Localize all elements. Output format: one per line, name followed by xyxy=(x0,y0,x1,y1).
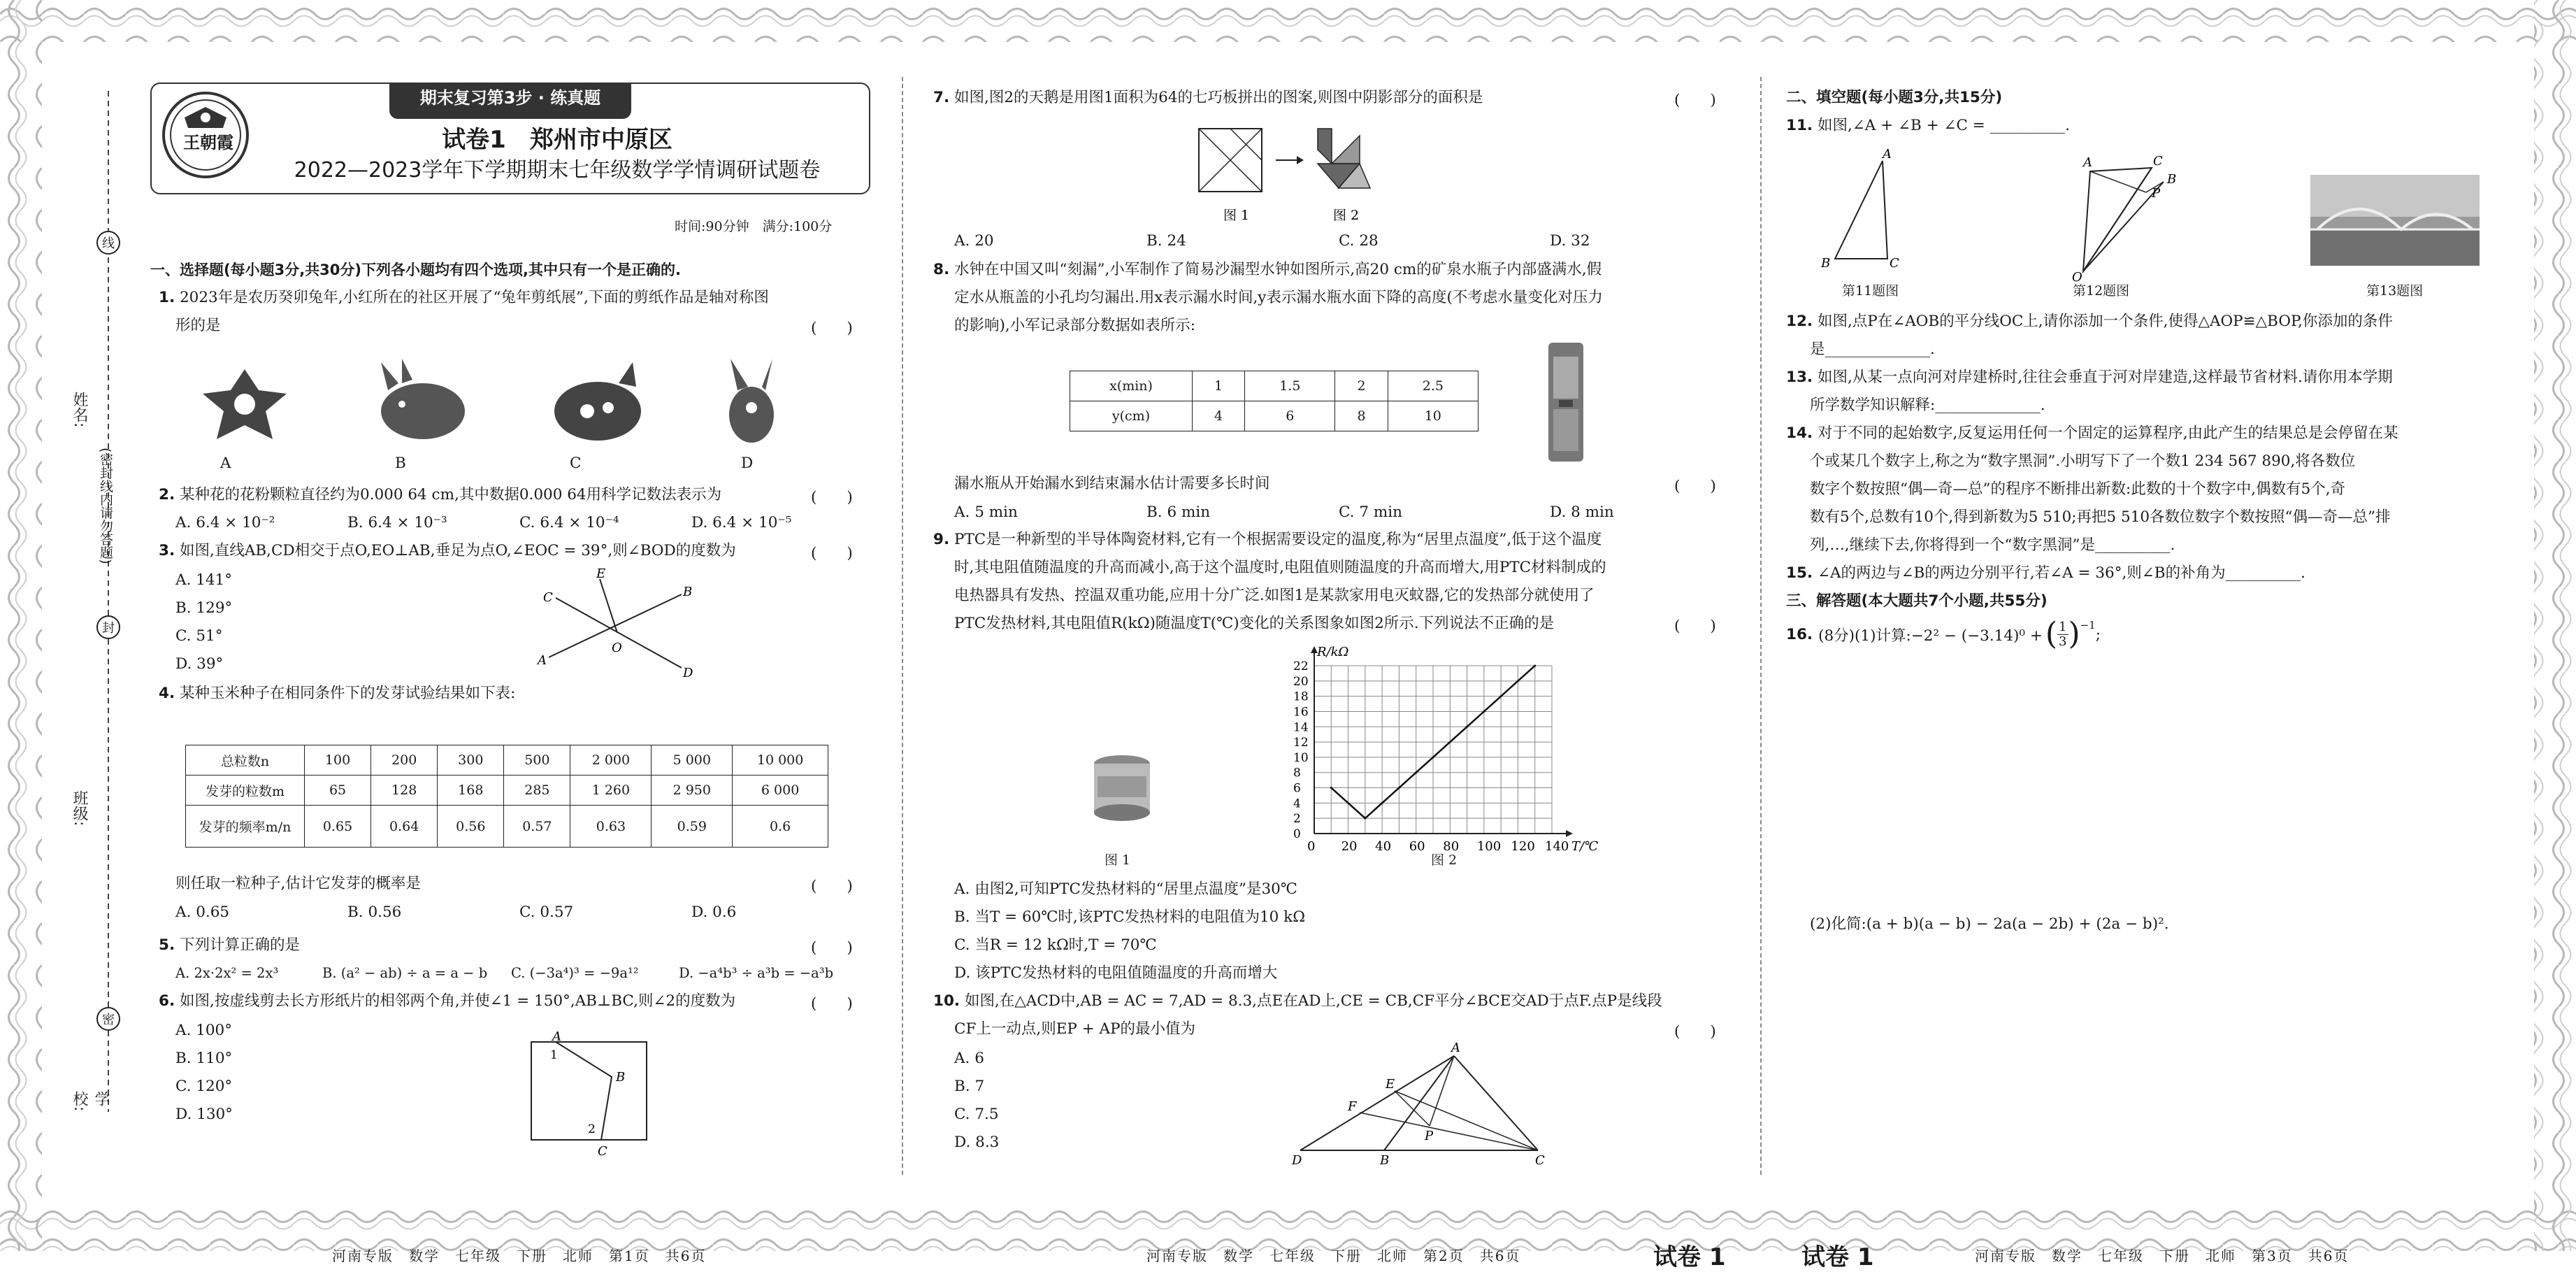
q14-line1: 对于不同的起始数字,反复运用任何一个固定的运算程序,由此产生的结果总是会停留在某 xyxy=(1817,424,2398,442)
q15-number: 15. xyxy=(1786,564,1813,582)
q9-fig2-caption: 图 2 xyxy=(1431,852,1458,868)
q15-stem: ∠A的两边与∠B的两边分别平行,若∠A = 36°,则∠B的补角为__________. xyxy=(1817,564,2305,582)
q8-cell: 1.5 xyxy=(1245,371,1335,401)
y-tick-label: 16 xyxy=(1293,705,1309,720)
q4-header-total: 总粒数n xyxy=(186,745,305,776)
paper-label-right: 试卷 1 xyxy=(1653,1243,1726,1271)
q8-cell: 4 xyxy=(1193,401,1245,431)
q4-cell: 10 000 xyxy=(733,745,828,776)
q4-cell: 65 xyxy=(305,776,371,806)
binding-mark-seal: 封 xyxy=(96,615,120,639)
q12-label-c: C xyxy=(2153,154,2163,169)
q10-label-p: P xyxy=(1425,1129,1434,1143)
q6-option-a[interactable]: A. 100° xyxy=(175,1022,232,1039)
q11-caption: 第11题图 xyxy=(1842,283,1899,299)
q6-label-c: C xyxy=(598,1144,607,1159)
x-axis-arrow xyxy=(1566,830,1573,837)
data-point xyxy=(1347,802,1349,804)
q7-text xyxy=(933,84,1483,112)
q6-option-d[interactable]: D. 130° xyxy=(175,1106,233,1123)
q4-answer-bracket[interactable]: ( ) xyxy=(811,878,853,895)
q9-text xyxy=(933,526,1602,554)
q10-line2: CF上一动点,则EP + AP的最小值为 xyxy=(954,1020,1196,1038)
table-row xyxy=(186,776,828,806)
q3-answer-bracket[interactable]: ( ) xyxy=(811,545,853,562)
q1-label-c[interactable]: C xyxy=(570,455,582,472)
q16-part2: (2)化简:(a + b)(a − b) − 2a(a − 2b) + (2a − b)². xyxy=(1810,915,2169,933)
data-point xyxy=(1500,695,1502,697)
q8-cell: 8 xyxy=(1335,401,1388,431)
q5-option-c[interactable]: C. (−3a⁴)³ = −9a¹² xyxy=(511,965,639,981)
mosquito-killer-image xyxy=(1084,748,1160,846)
q11-text xyxy=(1786,112,2070,140)
q10-line1: 如图,在△ACD中,AB = AC = 7,AD = 8.3,点E在AD上,CE = CB,CF平分∠BCE交AD于点F.点P是线段 xyxy=(964,992,1662,1010)
q14-line3: 数字个数按照“偶—奇—总”的程序不断排出新数:此数的十个数字中,偶数有5个,奇 xyxy=(1810,480,2346,498)
q13-number: 13. xyxy=(1786,369,1813,386)
q8-cell: 2.5 xyxy=(1388,371,1478,401)
q1-papercuts xyxy=(185,355,786,446)
q3-option-b[interactable]: B. 129° xyxy=(175,599,233,617)
q10-label-c: C xyxy=(1535,1153,1545,1168)
q11-figure xyxy=(1814,147,1926,273)
q9-option-b[interactable]: B. 当T = 60℃时,该PTC发热材料的电阻值为10 kΩ xyxy=(954,908,1306,926)
title-box xyxy=(150,83,870,194)
q7-fig1-caption: 图 1 xyxy=(1223,208,1250,223)
q14-number: 14. xyxy=(1786,424,1813,442)
q9-option-c[interactable]: C. 当R = 12 kΩ时,T = 70℃ xyxy=(954,936,1157,954)
q8-x-header: x(min) xyxy=(1070,371,1193,401)
q8-line3: 的影响),小军记录部分数据如表所示: xyxy=(954,317,1195,334)
q8-y-header: y(cm) xyxy=(1070,401,1193,431)
q1-line1: 2023年是农历癸卯兔年,小红所在的社区开展了“兔年剪纸展”,下面的剪纸作品是轴对称图 xyxy=(179,289,769,306)
q4-cell: 0.57 xyxy=(504,806,570,848)
q4-option-d[interactable]: D. 0.6 xyxy=(691,903,737,921)
data-point xyxy=(1364,817,1366,820)
q4-number: 4. xyxy=(159,685,175,702)
table-row xyxy=(186,806,828,848)
q5-options xyxy=(175,965,833,981)
q11-label-a: A xyxy=(1883,147,1892,162)
q12-line2: 是______________. xyxy=(1810,341,1935,358)
q10-label-f: F xyxy=(1348,1099,1357,1114)
page-2 xyxy=(933,77,1737,1271)
banner: 期末复习第3步 · 练真题 xyxy=(389,83,632,119)
q6-label-2: 2 xyxy=(588,1122,596,1136)
q5-number: 5. xyxy=(159,936,175,954)
paper-title: 试卷1 郑州市中原区 xyxy=(442,126,672,154)
q4-table xyxy=(185,745,828,848)
q16-frac-den: 3 xyxy=(2059,634,2067,649)
q4-option-c[interactable]: C. 0.57 xyxy=(519,903,574,921)
q6-figure xyxy=(514,1029,682,1159)
x-tick-label: 0 xyxy=(1307,839,1316,854)
q4-cell: 100 xyxy=(305,745,371,776)
q2-options xyxy=(175,514,791,531)
y-tick-label: 20 xyxy=(1293,674,1309,689)
q4-cell: 0.56 xyxy=(438,806,504,848)
q1-label-a[interactable]: A xyxy=(220,455,231,472)
q4-cell: 6 000 xyxy=(733,776,828,806)
q4-option-b[interactable]: B. 0.56 xyxy=(347,903,402,921)
q6-option-c[interactable]: C. 120° xyxy=(175,1078,233,1095)
name-label: 姓名: xyxy=(71,392,88,428)
q4-cell: 2 000 xyxy=(570,745,652,776)
section-3-heading: 三、解答题(本大题共7个小题,共55分) xyxy=(1786,592,2048,610)
q16-right-paren: ) xyxy=(2068,616,2080,652)
y-tick-label: 6 xyxy=(1293,781,1301,796)
q9-line2: 时,其电阻值随温度的升高而减小,高于这个温度时,电阻值则随温度的升高而增大,用PTC材料制成的 xyxy=(954,559,1606,576)
q12-label-b: B xyxy=(2167,172,2177,187)
q8-option-a[interactable]: A. 5 min xyxy=(954,503,1018,521)
q9-line3: 电热器具有发热、控温双重功能,应用十分广泛.如图1是某款家用电灭蚊器,它的发热部分就使用了 xyxy=(954,587,1595,604)
q7-option-d[interactable]: D. 32 xyxy=(1550,232,1590,250)
q3-option-d[interactable]: D. 39° xyxy=(175,655,224,673)
q5-option-b[interactable]: B. (a² − ab) ÷ a = a − b xyxy=(322,965,488,981)
q5-answer-bracket[interactable]: ( ) xyxy=(811,939,853,957)
page-3 xyxy=(1786,77,2485,1271)
page-2-footer: 河南专版 数学 七年级 下册 北师 第2页 共6页 xyxy=(1146,1248,1521,1264)
y-tick-label: 8 xyxy=(1293,766,1301,780)
q5-stem: 下列计算正确的是 xyxy=(179,936,300,954)
q9-fig1-caption: 图 1 xyxy=(1104,852,1131,868)
water-clock-image xyxy=(1545,343,1587,462)
q4-option-a[interactable]: A. 0.65 xyxy=(175,903,230,921)
q9-line1: PTC是一种新型的半导体陶瓷材料,它有一个根据需要设定的温度,称为“居里点温度”,低于这个温度 xyxy=(954,531,1602,548)
q15-text xyxy=(1786,559,2305,587)
q11-label-b: B xyxy=(1821,256,1831,271)
q3-label-c: C xyxy=(543,590,553,605)
q13-line1: 如图,从某一点向河对岸建桥时,往往会垂直于河对岸建造,这样最节省材料.请你用本学期 xyxy=(1817,369,2393,386)
q8-options xyxy=(954,503,1614,521)
q8-answer-bracket[interactable]: ( ) xyxy=(1674,478,1716,495)
q5-text xyxy=(159,931,300,959)
data-point xyxy=(1534,665,1536,667)
q1-label-b[interactable]: B xyxy=(395,455,406,472)
x-tick-label: 20 xyxy=(1341,839,1358,854)
q8-table xyxy=(1070,371,1478,431)
q6-stem: 如图,按虚线剪去长方形纸片的相邻两个角,并使∠1 = 150°,AB⊥BC,则∠2的度数为 xyxy=(179,992,736,1010)
q10-answer-bracket[interactable]: ( ) xyxy=(1674,1023,1716,1041)
q12-text xyxy=(1786,308,2393,336)
q6-label-1: 1 xyxy=(550,1048,558,1062)
q16-exponent: −1 xyxy=(2080,619,2096,631)
y-tick-label: 18 xyxy=(1293,689,1309,704)
q10-number: 10. xyxy=(933,992,960,1010)
q3-figure xyxy=(535,566,703,678)
logo-text: 王朝霞 xyxy=(183,132,233,152)
q4-cell: 2 950 xyxy=(652,776,733,806)
y-axis-label: R/kΩ xyxy=(1317,645,1349,659)
x-axis-label: T/℃ xyxy=(1571,839,1599,854)
q2-stem: 某种花的花粉颗粒直径约为0.000 64 cm,其中数据0.000 64用科学记数法表示为 xyxy=(179,486,722,503)
q4-cell: 0.6 xyxy=(733,806,828,848)
x-tick-label: 80 xyxy=(1443,839,1460,854)
q4-header-sprouted: 发芽的粒数m xyxy=(186,776,305,806)
q2-number: 2. xyxy=(159,486,175,503)
q7-options xyxy=(954,232,1590,250)
q13-bridge-photo xyxy=(2310,175,2480,266)
time-info: 时间:90分钟 满分:100分 xyxy=(675,219,833,234)
q8-followup: 漏水瓶从开始漏水到结束漏水估计需要多长时间 xyxy=(954,475,1270,492)
papercut-d xyxy=(729,359,774,443)
y-tick-label: 12 xyxy=(1293,736,1309,750)
q12-line1: 如图,点P在∠AOB的平分线OC上,请你添加一个条件,使得△AOP≌△BOP,你添加的条件 xyxy=(1817,313,2393,330)
q11-stem: 如图,∠A + ∠B + ∠C = __________. xyxy=(1817,117,2070,134)
q4-cell: 0.59 xyxy=(652,806,733,848)
binding-mark-secret: 密 xyxy=(96,1007,120,1031)
q14-line4: 数有5个,总数有10个,得到新数为5 510;再把5 510各数位数字个数按照“偶—奇—总”排 xyxy=(1810,508,2391,526)
q16-part1-pre: (8分)(1)计算:−2² − (−3.14)⁰ + xyxy=(1818,627,2043,645)
q1-line2: 形的是 xyxy=(175,317,221,334)
q1-label-d[interactable]: D xyxy=(741,455,754,472)
q2-option-b[interactable]: B. 6.4 × 10⁻³ xyxy=(347,514,447,531)
q14-line2: 个或某几个数字上,称之为“数字黑洞”.小明写下了一个数1 234 567 890,将各数位 xyxy=(1810,452,2356,470)
q8-cell: 2 xyxy=(1335,371,1388,401)
q7-answer-bracket[interactable]: ( ) xyxy=(1674,92,1716,109)
y-tick-label: 0 xyxy=(1293,827,1301,841)
q10-label-d: D xyxy=(1292,1153,1302,1168)
section-2-heading: 二、填空题(每小题3分,共15分) xyxy=(1786,89,2003,106)
q10-figure xyxy=(1286,1042,1559,1168)
x-tick-label: 140 xyxy=(1545,839,1569,854)
q2-option-d[interactable]: D. 6.4 × 10⁻⁵ xyxy=(691,514,792,531)
q10-option-d[interactable]: D. 8.3 xyxy=(954,1134,1000,1151)
q6-text xyxy=(159,987,735,1015)
q16-frac-num: 1 xyxy=(2059,619,2067,634)
seal-notice: (密封线内请勿答题) xyxy=(98,448,113,564)
x-tick-label: 100 xyxy=(1476,839,1502,854)
data-point xyxy=(1483,710,1485,713)
q4-cell: 128 xyxy=(371,776,438,806)
q3-option-c[interactable]: C. 51° xyxy=(175,627,223,645)
q5-option-a[interactable]: A. 2x·2x² = 2x³ xyxy=(175,965,279,981)
ptc-resistance-chart xyxy=(1276,643,1625,867)
q16-left-paren: ( xyxy=(2045,616,2058,652)
q4-cell: 285 xyxy=(504,776,570,806)
table-row xyxy=(1070,401,1478,431)
q10-text xyxy=(933,987,1662,1015)
q12-label-a: A xyxy=(2083,155,2092,170)
q1-text xyxy=(159,284,769,312)
q6-option-b[interactable]: B. 110° xyxy=(175,1050,233,1067)
page-divider xyxy=(1760,77,1762,1175)
q12-figure xyxy=(2069,154,2181,285)
y-tick-label: 2 xyxy=(1293,812,1301,827)
q9-number: 9. xyxy=(933,531,950,548)
data-point xyxy=(1415,771,1417,773)
q12-caption: 第12题图 xyxy=(2073,283,2130,299)
q4-cell: 300 xyxy=(438,745,504,776)
q7-option-b[interactable]: B. 24 xyxy=(1146,232,1186,250)
q6-label-b: B xyxy=(616,1070,626,1085)
q4-cell: 0.64 xyxy=(371,806,438,848)
paper-label-left: 试卷 1 xyxy=(1801,1243,1874,1271)
q2-option-a[interactable]: A. 6.4 × 10⁻² xyxy=(175,514,275,531)
x-tick-label: 60 xyxy=(1409,839,1425,854)
q8-option-b[interactable]: B. 6 min xyxy=(1146,503,1211,521)
q6-label-a: A xyxy=(552,1029,561,1044)
q4-cell: 0.63 xyxy=(570,806,652,848)
q9-option-d[interactable]: D. 该PTC发热材料的电阻值随温度的升高而增大 xyxy=(954,964,1278,982)
q11-label-c: C xyxy=(1890,256,1899,271)
y-tick-label: 14 xyxy=(1293,720,1309,735)
q1-number: 1. xyxy=(159,289,175,306)
q3-text xyxy=(159,537,736,565)
q8-number: 8. xyxy=(933,261,950,278)
data-point xyxy=(1330,787,1332,789)
q3-label-e: E xyxy=(596,566,606,581)
q7-option-c[interactable]: C. 28 xyxy=(1339,232,1379,250)
q10-label-e: E xyxy=(1386,1077,1395,1092)
q10-option-c[interactable]: C. 7.5 xyxy=(954,1106,999,1123)
q3-number: 3. xyxy=(159,542,175,559)
page-3-footer: 河南专版 数学 七年级 下册 北师 第3页 共6页 xyxy=(1975,1248,2350,1264)
q13-text xyxy=(1786,364,2393,392)
q4-cell: 0.65 xyxy=(305,806,371,848)
q12-label-o: O xyxy=(2072,270,2082,285)
q3-label-b: B xyxy=(683,585,693,599)
q8-cell: 1 xyxy=(1193,371,1245,401)
papercut-c xyxy=(554,362,641,441)
q3-option-a[interactable]: A. 141° xyxy=(175,571,232,589)
data-point xyxy=(1517,680,1519,682)
school-label: 学校: xyxy=(71,1091,110,1112)
data-point xyxy=(1466,726,1468,728)
data-point xyxy=(1398,787,1400,789)
binding-mark-line: 线 xyxy=(96,231,120,255)
q3-stem: 如图,直线AB,CD相交于点O,EO⊥AB,垂足为点O,∠EOC = 39°,则∠BOD的度数为 xyxy=(179,542,736,559)
q4-cell: 1 260 xyxy=(570,776,652,806)
tangram-swan xyxy=(1318,129,1370,188)
q4-cell: 168 xyxy=(438,776,504,806)
q16-part1-post: ; xyxy=(2095,625,2101,643)
q6-answer-bracket[interactable]: ( ) xyxy=(811,995,853,1013)
q8-option-c[interactable]: C. 7 min xyxy=(1339,503,1402,521)
page-1 xyxy=(143,77,881,1264)
q10-option-a[interactable]: A. 6 xyxy=(954,1050,984,1067)
q3-label-d: D xyxy=(683,666,693,680)
q10-label-a: A xyxy=(1451,1041,1460,1055)
q2-option-c[interactable]: C. 6.4 × 10⁻⁴ xyxy=(519,514,619,531)
q7-fig2-caption: 图 2 xyxy=(1333,208,1360,223)
q14-text xyxy=(1786,420,2398,448)
page-divider xyxy=(902,77,903,1175)
q4-followup: 则任取一粒种子,估计它发芽的概率是 xyxy=(175,875,421,892)
q8-text xyxy=(933,256,1602,284)
table-row xyxy=(186,745,828,776)
q4-options xyxy=(175,903,736,921)
page-1-footer: 河南专版 数学 七年级 下册 北师 第1页 共6页 xyxy=(332,1248,707,1264)
q8-line2: 定水从瓶盖的小孔均匀漏出.用x表示漏水时间,y表示漏水瓶水面下降的高度(不考虑水量变化对压力 xyxy=(954,289,1603,306)
q9-line4: PTC发热材料,其电阻值R(kΩ)随温度T(℃)变化的关系图象如图2所示.下列说法不正确的是 xyxy=(954,615,1555,632)
x-tick-label: 120 xyxy=(1511,839,1535,854)
q11-number: 11. xyxy=(1786,117,1813,134)
q4-text xyxy=(159,680,515,708)
q13-caption: 第13题图 xyxy=(2366,283,2424,299)
q2-text xyxy=(159,481,721,509)
y-tick-label: 22 xyxy=(1293,659,1309,673)
data-point xyxy=(1432,756,1434,758)
arrow-right-icon xyxy=(1276,156,1304,164)
q12-label-p: P xyxy=(2152,186,2161,201)
q7-option-a[interactable]: A. 20 xyxy=(954,232,994,250)
papercut-b xyxy=(381,359,465,439)
q4-cell: 500 xyxy=(504,745,570,776)
q10-option-b[interactable]: B. 7 xyxy=(954,1078,985,1095)
q3-label-a: A xyxy=(538,653,547,668)
x-tick-label: 40 xyxy=(1375,839,1392,854)
q9-answer-bracket[interactable]: ( ) xyxy=(1674,617,1716,635)
data-point xyxy=(1381,802,1383,804)
q16-number: 16. xyxy=(1786,625,1813,643)
q9-option-a[interactable]: A. 由图2,可知PTC发热材料的“居里点温度”是30℃ xyxy=(954,880,1297,898)
class-label: 班级: xyxy=(71,790,88,827)
exam-title: 2022—2023学年下学期期末七年级数学学情调研试题卷 xyxy=(294,158,821,183)
y-tick-label: 10 xyxy=(1293,750,1309,765)
q1-option-labels xyxy=(220,455,753,472)
q7-stem: 如图,图2的天鹅是用图1面积为64的七巧板拼出的图案,则图中阴影部分的面积是 xyxy=(954,89,1483,106)
q10-label-b: B xyxy=(1380,1153,1390,1168)
q4-stem: 某种玉米种子在相同条件下的发芽试验结果如下表: xyxy=(179,685,516,702)
q6-number: 6. xyxy=(159,992,175,1010)
q2-answer-bracket[interactable]: ( ) xyxy=(811,489,853,506)
y-tick-label: 4 xyxy=(1293,796,1301,811)
binding-strip xyxy=(56,91,119,1112)
q8-line1: 水钟在中国又叫“刻漏”,小军制作了简易沙漏型水钟如图所示,高20 cm的矿泉水瓶子内部盛满水,假 xyxy=(954,261,1602,278)
table-row xyxy=(1070,371,1478,401)
q4-cell: 200 xyxy=(371,745,438,776)
papercut-a xyxy=(203,369,287,439)
q8-cell: 6 xyxy=(1245,401,1335,431)
q16-part1 xyxy=(1786,616,2101,652)
q7-number: 7. xyxy=(933,89,950,106)
q4-cell: 5 000 xyxy=(652,745,733,776)
q14-line5: 列,…,继续下去,你将得到一个“数字黑洞”是__________. xyxy=(1810,536,2175,554)
q4-header-frequency: 发芽的频率m/n xyxy=(186,806,305,848)
q5-option-d[interactable]: D. −a⁴b³ ÷ a³b = −a³b xyxy=(679,965,834,981)
q12-number: 12. xyxy=(1786,313,1813,330)
data-point xyxy=(1449,741,1451,743)
tangram-square xyxy=(1199,129,1262,192)
q3-label-o: O xyxy=(612,641,622,655)
q16-fraction xyxy=(2057,620,2068,649)
q1-answer-bracket[interactable]: ( ) xyxy=(811,320,853,337)
q8-option-d[interactable]: D. 8 min xyxy=(1550,503,1614,521)
q8-cell: 10 xyxy=(1388,401,1478,431)
q13-line2: 所学数学知识解释:______________. xyxy=(1810,396,2045,414)
section-1-heading: 一、选择题(每小题3分,共30分)下列各小题均有四个选项,其中只有一个是正确的. xyxy=(150,262,681,278)
